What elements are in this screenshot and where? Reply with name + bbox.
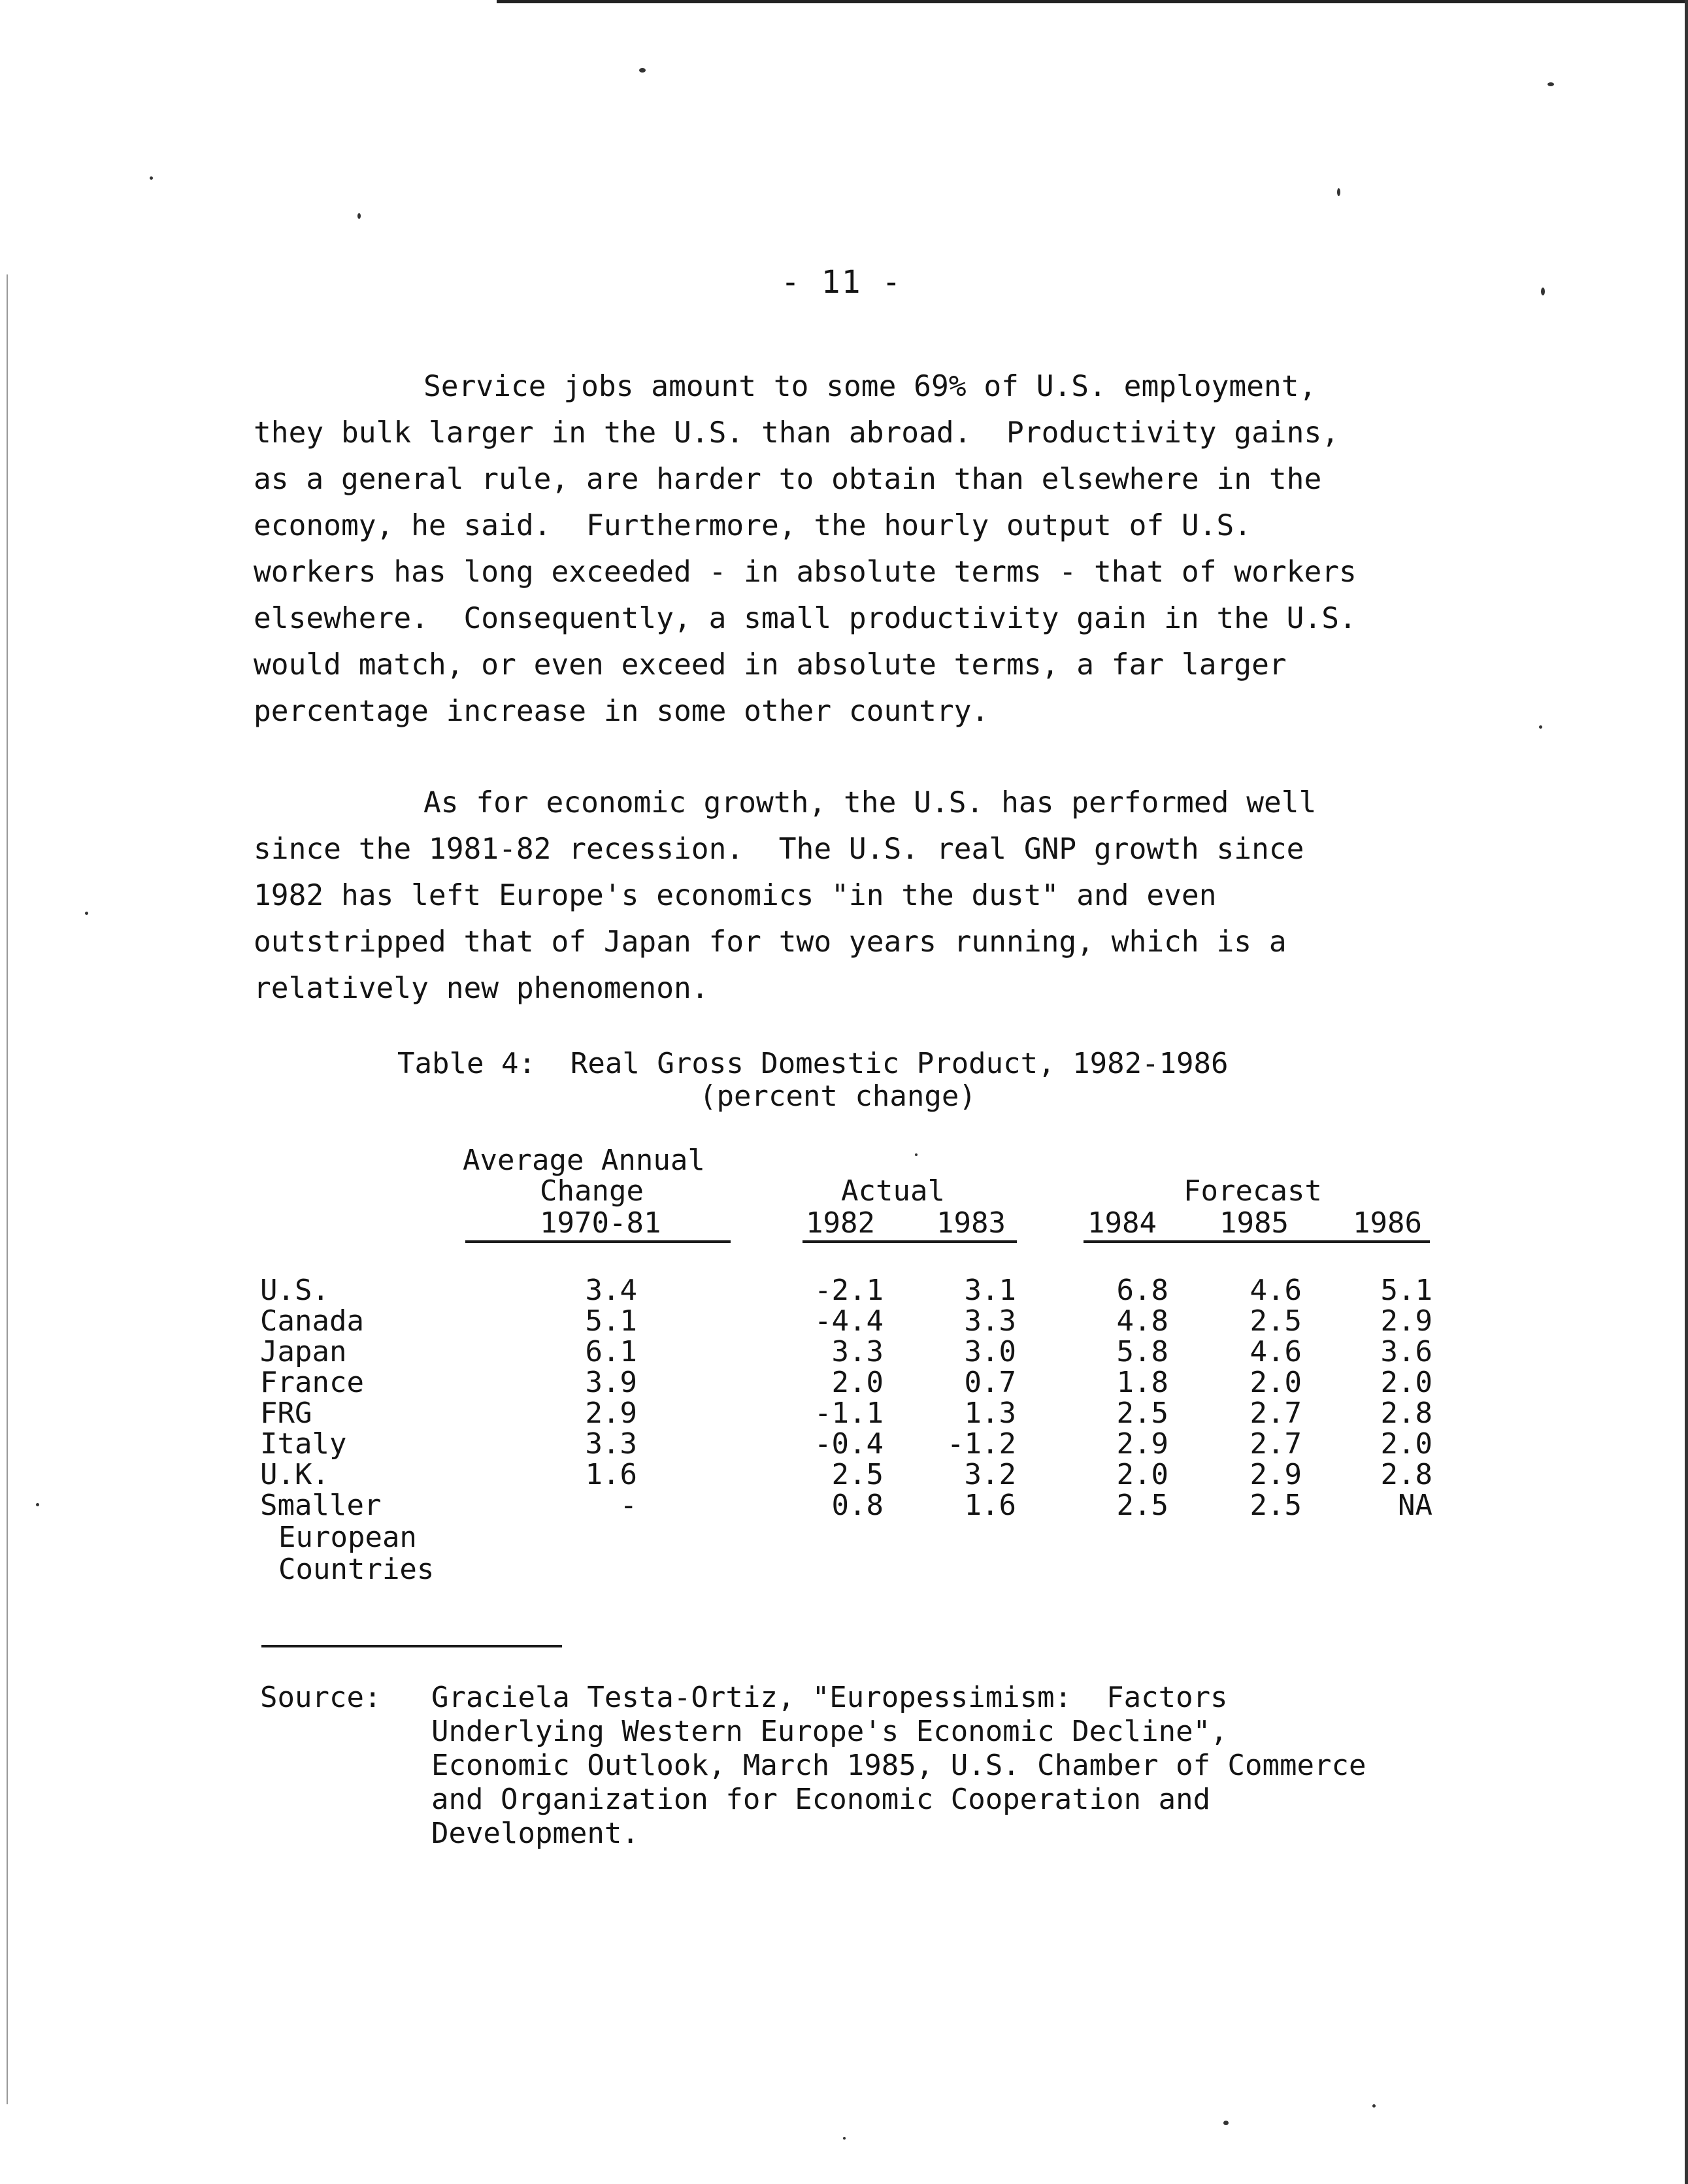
- value-1984: 2.5: [1116, 1397, 1168, 1430]
- value-1983: 3.3: [964, 1304, 1016, 1338]
- text-line: 1982 has left Europe's economics "in the dust" and even: [254, 879, 1217, 912]
- page-edge-right: [1685, 0, 1688, 2184]
- header-year-1982: 1982: [806, 1206, 875, 1240]
- text-line: As for economic growth, the U.S. has performed well: [423, 786, 1317, 819]
- value-1984: 2.9: [1116, 1427, 1168, 1461]
- value-1983: 3.2: [964, 1458, 1016, 1491]
- value-1983: 3.1: [964, 1274, 1016, 1307]
- scan-speck: [85, 912, 88, 915]
- table-row: [0, 1398, 1688, 1429]
- value-1984: 6.8: [1116, 1274, 1168, 1307]
- scan-speck: [357, 213, 361, 219]
- value-1984: 2.0: [1116, 1458, 1168, 1491]
- value-1986: 2.0: [1380, 1427, 1432, 1461]
- country-label: FRG: [260, 1397, 312, 1430]
- text-line: since the 1981-82 recession. The U.S. real GNP growth since: [254, 833, 1304, 866]
- value-1986: 5.1: [1380, 1274, 1432, 1307]
- text-line: percentage increase in some other country.: [254, 695, 989, 728]
- header-forecast: Forecast: [1183, 1174, 1322, 1208]
- country-label: Italy: [260, 1427, 347, 1461]
- scan-speck: [1541, 288, 1545, 295]
- header-average-annual: Average Annual: [463, 1144, 705, 1177]
- value-avg-1970-81: 3.3: [585, 1427, 637, 1461]
- source-citation: [431, 1681, 1673, 1851]
- value-1985: 2.5: [1249, 1489, 1302, 1522]
- value-1983: 0.7: [964, 1366, 1016, 1399]
- value-1983: 3.0: [964, 1335, 1016, 1368]
- page-edge-left: [7, 274, 8, 2104]
- text-line: would match, or even exceed in absolute terms, a far larger: [254, 648, 1287, 682]
- value-1984: 5.8: [1116, 1335, 1168, 1368]
- scan-speck: [915, 1153, 918, 1156]
- value-avg-1970-81: 6.1: [585, 1335, 637, 1368]
- table-row: [0, 1336, 1688, 1368]
- text-line: relatively new phenomenon.: [254, 972, 709, 1005]
- value-1983: 1.6: [964, 1489, 1016, 1522]
- scan-speck: [1337, 188, 1340, 196]
- scan-speck: [1223, 2121, 1229, 2125]
- citation-line: Economic Outlook, March 1985, U.S. Chamber of Commerce: [431, 1749, 1366, 1782]
- page-number: - 11 -: [781, 264, 902, 301]
- header-year-1985: 1985: [1219, 1206, 1289, 1240]
- header-underline-average: [465, 1240, 731, 1243]
- value-avg-1970-81: 2.9: [585, 1397, 637, 1430]
- table-row: [0, 1459, 1688, 1491]
- paragraph-service-jobs: [254, 363, 1476, 735]
- scan-speck: [1372, 2104, 1376, 2108]
- value-1985: 2.7: [1249, 1427, 1302, 1461]
- country-label: Smaller: [260, 1489, 382, 1522]
- value-1982: 2.0: [831, 1366, 884, 1399]
- value-avg-1970-81: 3.4: [585, 1274, 637, 1307]
- text-line: economy, he said. Furthermore, the hourly output of U.S.: [254, 509, 1252, 542]
- citation-line: Graciela Testa-Ortiz, "Europessimism: Factors: [431, 1681, 1228, 1714]
- citation-line: Development.: [431, 1817, 639, 1850]
- value-1982: -1.1: [814, 1397, 884, 1430]
- page-edge-top: [497, 0, 1688, 3]
- header-change: Change: [540, 1174, 644, 1208]
- citation-line: Underlying Western Europe's Economic Decline",: [431, 1715, 1228, 1748]
- citation-line: and Organization for Economic Cooperation and: [431, 1783, 1211, 1816]
- value-1983: -1.2: [947, 1427, 1016, 1461]
- scan-speck: [150, 176, 153, 180]
- footnote-rule: [261, 1645, 562, 1647]
- country-label: U.K.: [260, 1458, 329, 1491]
- header-year-1984: 1984: [1087, 1206, 1157, 1240]
- table-subtitle: (percent change): [699, 1080, 976, 1113]
- header-year-1983: 1983: [936, 1206, 1006, 1240]
- value-1982: 0.8: [831, 1489, 884, 1522]
- header-actual: Actual: [841, 1174, 945, 1208]
- paragraph-economic-growth: [254, 780, 1476, 1012]
- value-1985: 2.7: [1249, 1397, 1302, 1430]
- table-row: [0, 1275, 1688, 1306]
- country-label: Japan: [260, 1335, 347, 1368]
- value-1986: 2.8: [1380, 1458, 1432, 1491]
- value-1986: 3.6: [1380, 1335, 1432, 1368]
- value-1984: 2.5: [1116, 1489, 1168, 1522]
- value-1986: 2.0: [1380, 1366, 1432, 1399]
- table-title: Table 4: Real Gross Domestic Product, 1982-1986: [397, 1047, 1229, 1080]
- text-line: they bulk larger in the U.S. than abroad. Productivity gains,: [254, 416, 1340, 450]
- scan-speck: [639, 68, 646, 73]
- table-row: [0, 1429, 1688, 1460]
- value-1985: 2.9: [1249, 1458, 1302, 1491]
- value-1982: 2.5: [831, 1458, 884, 1491]
- value-1983: 1.3: [964, 1397, 1016, 1430]
- value-avg-1970-81: 1.6: [585, 1458, 637, 1491]
- value-1986: 2.8: [1380, 1397, 1432, 1430]
- table-row: [0, 1306, 1688, 1337]
- text-line: outstripped that of Japan for two years running, which is a: [254, 925, 1287, 959]
- source-label: Source:: [260, 1681, 382, 1714]
- value-1984: 4.8: [1116, 1304, 1168, 1338]
- value-avg-1970-81: 5.1: [585, 1304, 637, 1338]
- value-1986: 2.9: [1380, 1304, 1432, 1338]
- value-1984: 1.8: [1116, 1366, 1168, 1399]
- header-period-1970-81: 1970-81: [540, 1206, 661, 1240]
- table-row: [0, 1367, 1688, 1398]
- scan-speck: [36, 1503, 39, 1506]
- table-row: [0, 1490, 1688, 1521]
- value-avg-1970-81: -: [620, 1489, 637, 1522]
- country-label: France: [260, 1366, 364, 1399]
- header-year-1986: 1986: [1353, 1206, 1422, 1240]
- value-1985: 4.6: [1249, 1274, 1302, 1307]
- value-1986: NA: [1398, 1489, 1432, 1522]
- country-label-continued: Countries: [278, 1553, 435, 1586]
- value-1982: -4.4: [814, 1304, 884, 1338]
- text-line: Service jobs amount to some 69% of U.S. employment,: [423, 370, 1317, 403]
- country-label: Canada: [260, 1304, 364, 1338]
- header-underline-actual: [803, 1240, 1017, 1243]
- value-1982: 3.3: [831, 1335, 884, 1368]
- value-1982: -2.1: [814, 1274, 884, 1307]
- header-underline-forecast: [1084, 1240, 1430, 1243]
- country-label: U.S.: [260, 1274, 329, 1307]
- value-1985: 2.5: [1249, 1304, 1302, 1338]
- value-avg-1970-81: 3.9: [585, 1366, 637, 1399]
- scan-speck: [1547, 82, 1554, 86]
- value-1985: 4.6: [1249, 1335, 1302, 1368]
- value-1982: -0.4: [814, 1427, 884, 1461]
- text-line: workers has long exceeded - in absolute terms - that of workers: [254, 555, 1357, 589]
- text-line: as a general rule, are harder to obtain than elsewhere in the: [254, 463, 1322, 496]
- scan-speck: [1539, 725, 1542, 729]
- country-label-continued: European: [278, 1521, 417, 1554]
- scan-speck: [843, 2137, 846, 2140]
- text-line: elsewhere. Consequently, a small productivity gain in the U.S.: [254, 602, 1357, 635]
- value-1985: 2.0: [1249, 1366, 1302, 1399]
